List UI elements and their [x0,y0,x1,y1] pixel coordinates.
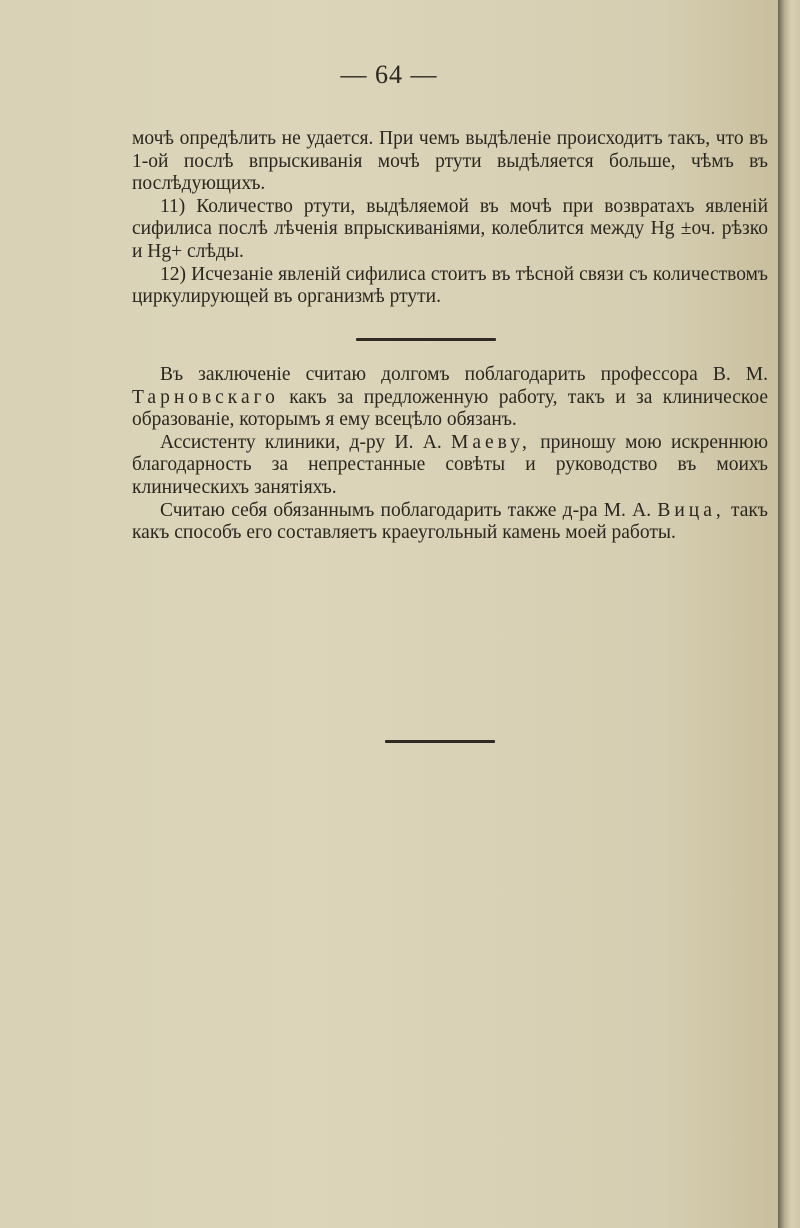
ack-text: Считаю себя обязаннымъ поблагодарить также д-ра М. А. [160,499,652,521]
ack-text: какъ за предложенную работу, такъ и за клиническое образованіе, которымъ я ему всецѣло обязанъ. [132,386,769,431]
ack-text: Ассистенту клиники, д-ру И. А. [160,431,442,453]
section-divider [356,338,496,341]
paragraph-point-12: 12) Исчезаніе явленій сифилиса стоитъ въ тѣсной связи съ количествомъ циркулирующей въ организмѣ ртути. [132,263,768,308]
ack-text: приношу мою искреннюю благодарность за непрестанные совѣты и руководство въ моихъ клиническихъ занятіяхъ. [132,431,769,498]
name-vitz: Вица, [657,499,725,521]
page-number: — 64 — [340,60,438,89]
name-tarnovsky: Тарновскаго [132,386,279,408]
paragraph-point-11: 11) Количество ртути, выдѣляемой въ мочѣ при возвратахъ явленій сифилиса послѣ лѣченія впрыскиваніями, колеблится между Hg ±оч. рѣзко и Hg+ слѣды. [132,195,768,262]
acknowledgement-vitz [132,500,768,545]
adjacent-page-edge [778,0,800,1228]
acknowledgement-assistant [132,432,768,500]
acknowledgement-professor [132,364,768,432]
paragraph-continuation: мочѣ опредѣлить не удается. При чемъ выдѣленіе происходитъ такъ, что въ 1-ой послѣ впрыскиванія мочѣ ртути выдѣляется больше, чѣмъ въ послѣдующихъ. [132,128,768,195]
ack-text: Въ заключеніе считаю долгомъ поблагодарить профессора В. М. [160,364,768,385]
ack-text: такъ какъ способъ его составляетъ краеугольный камень моей работы. [132,499,768,544]
acknowledgements-section [132,364,768,545]
conclusions-section [132,128,768,309]
name-maev: Маеву, [451,431,531,453]
end-divider [385,740,495,743]
